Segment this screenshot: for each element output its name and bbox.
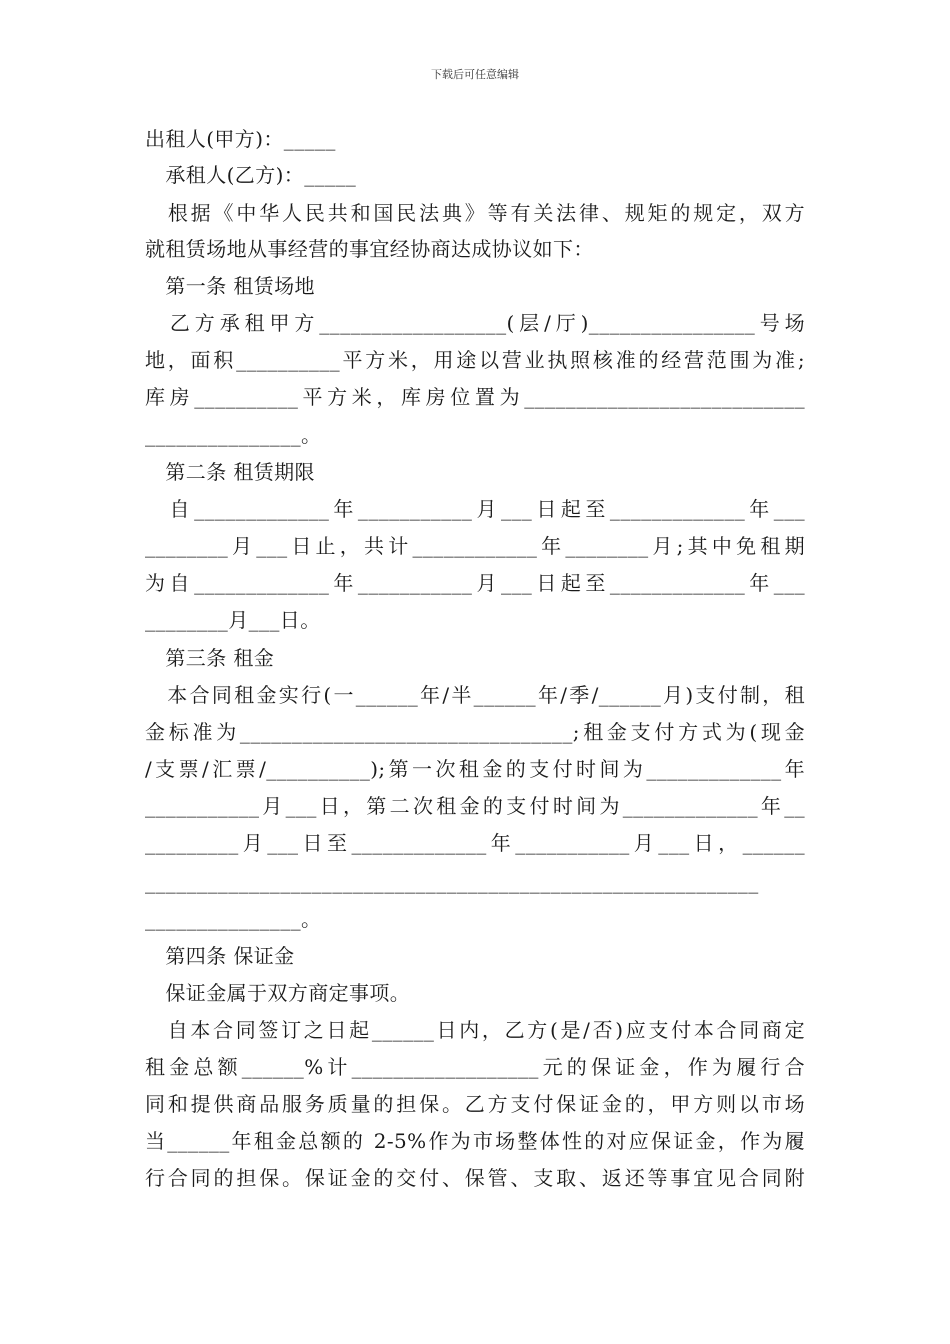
article-3-line-1: 本合同租金实行(一______年/半______年/季/______月)支付制，租	[145, 683, 805, 707]
lessee-line: 承租人(乙方)：_____	[145, 163, 357, 187]
article-4-line-6: 行合同的担保。保证金的交付、保管、支取、返还等事宜见合同附	[145, 1166, 805, 1190]
article-1-heading: 第一条 租赁场地	[145, 274, 315, 298]
article-2-heading: 第二条 租赁期限	[145, 460, 315, 484]
article-1-line-1: 乙方承租甲方__________________(层/厅)________________号场	[145, 311, 805, 335]
article-4-line-3: 租金总额______%计__________________元的保证金，作为履行合	[145, 1055, 805, 1079]
article-3-line-4: ___________月___日，第二次租金的支付时间为_____________年__	[145, 794, 805, 818]
article-2-line-4: ________月___日。	[145, 608, 321, 632]
article-4-line-5: 当______年租金总额的 2-5%作为市场整体性的对应保证金，作为履	[145, 1129, 805, 1153]
article-3-line-6: ___________________________________________________________	[145, 870, 759, 894]
article-3-heading: 第三条 租金	[145, 646, 275, 670]
lessor-line: 出租人(甲方)：_____	[145, 127, 336, 151]
intro-line-2: 就租赁场地从事经营的事宜经协商达成协议如下：	[145, 237, 594, 261]
article-2-line-2: ________月___日止，共计____________年________月;其中免租期	[145, 534, 805, 558]
article-4-line-4: 同和提供商品服务质量的担保。乙方支付保证金的，甲方则以市场	[145, 1092, 805, 1116]
article-1-line-4: _______________。	[145, 423, 322, 447]
article-4-line-1: 保证金属于双方商定事项。	[145, 981, 411, 1005]
article-2-line-1: 自_____________年___________月___日起至_____________年___	[145, 497, 805, 521]
article-1-line-3: 库房__________平方米，库房位置为___________________________	[145, 385, 805, 409]
article-3-line-5: _________月___日至_____________年___________月___日，______	[145, 831, 805, 855]
page-header: 下载后可任意编辑	[431, 68, 519, 81]
article-4-line-2: 自本合同签订之日起______日内，乙方(是/否)应支付本合同商定	[145, 1018, 805, 1042]
article-4-heading: 第四条 保证金	[145, 944, 295, 968]
intro-line-1: 根据《中华人民共和国民法典》等有关法律、规矩的规定，双方	[145, 201, 805, 225]
article-3-line-7: _______________。	[145, 907, 322, 931]
article-3-line-2: 金标准为________________________________;租金支付方式为(现金	[145, 720, 805, 744]
article-2-line-3: 为自_____________年___________月___日起至_____________年___	[145, 571, 805, 595]
article-1-line-2: 地，面积__________平方米，用途以营业执照核准的经营范围为准;	[145, 348, 805, 372]
article-3-line-3: /支票/汇票/__________);第一次租金的支付时间为_____________年	[145, 757, 805, 781]
